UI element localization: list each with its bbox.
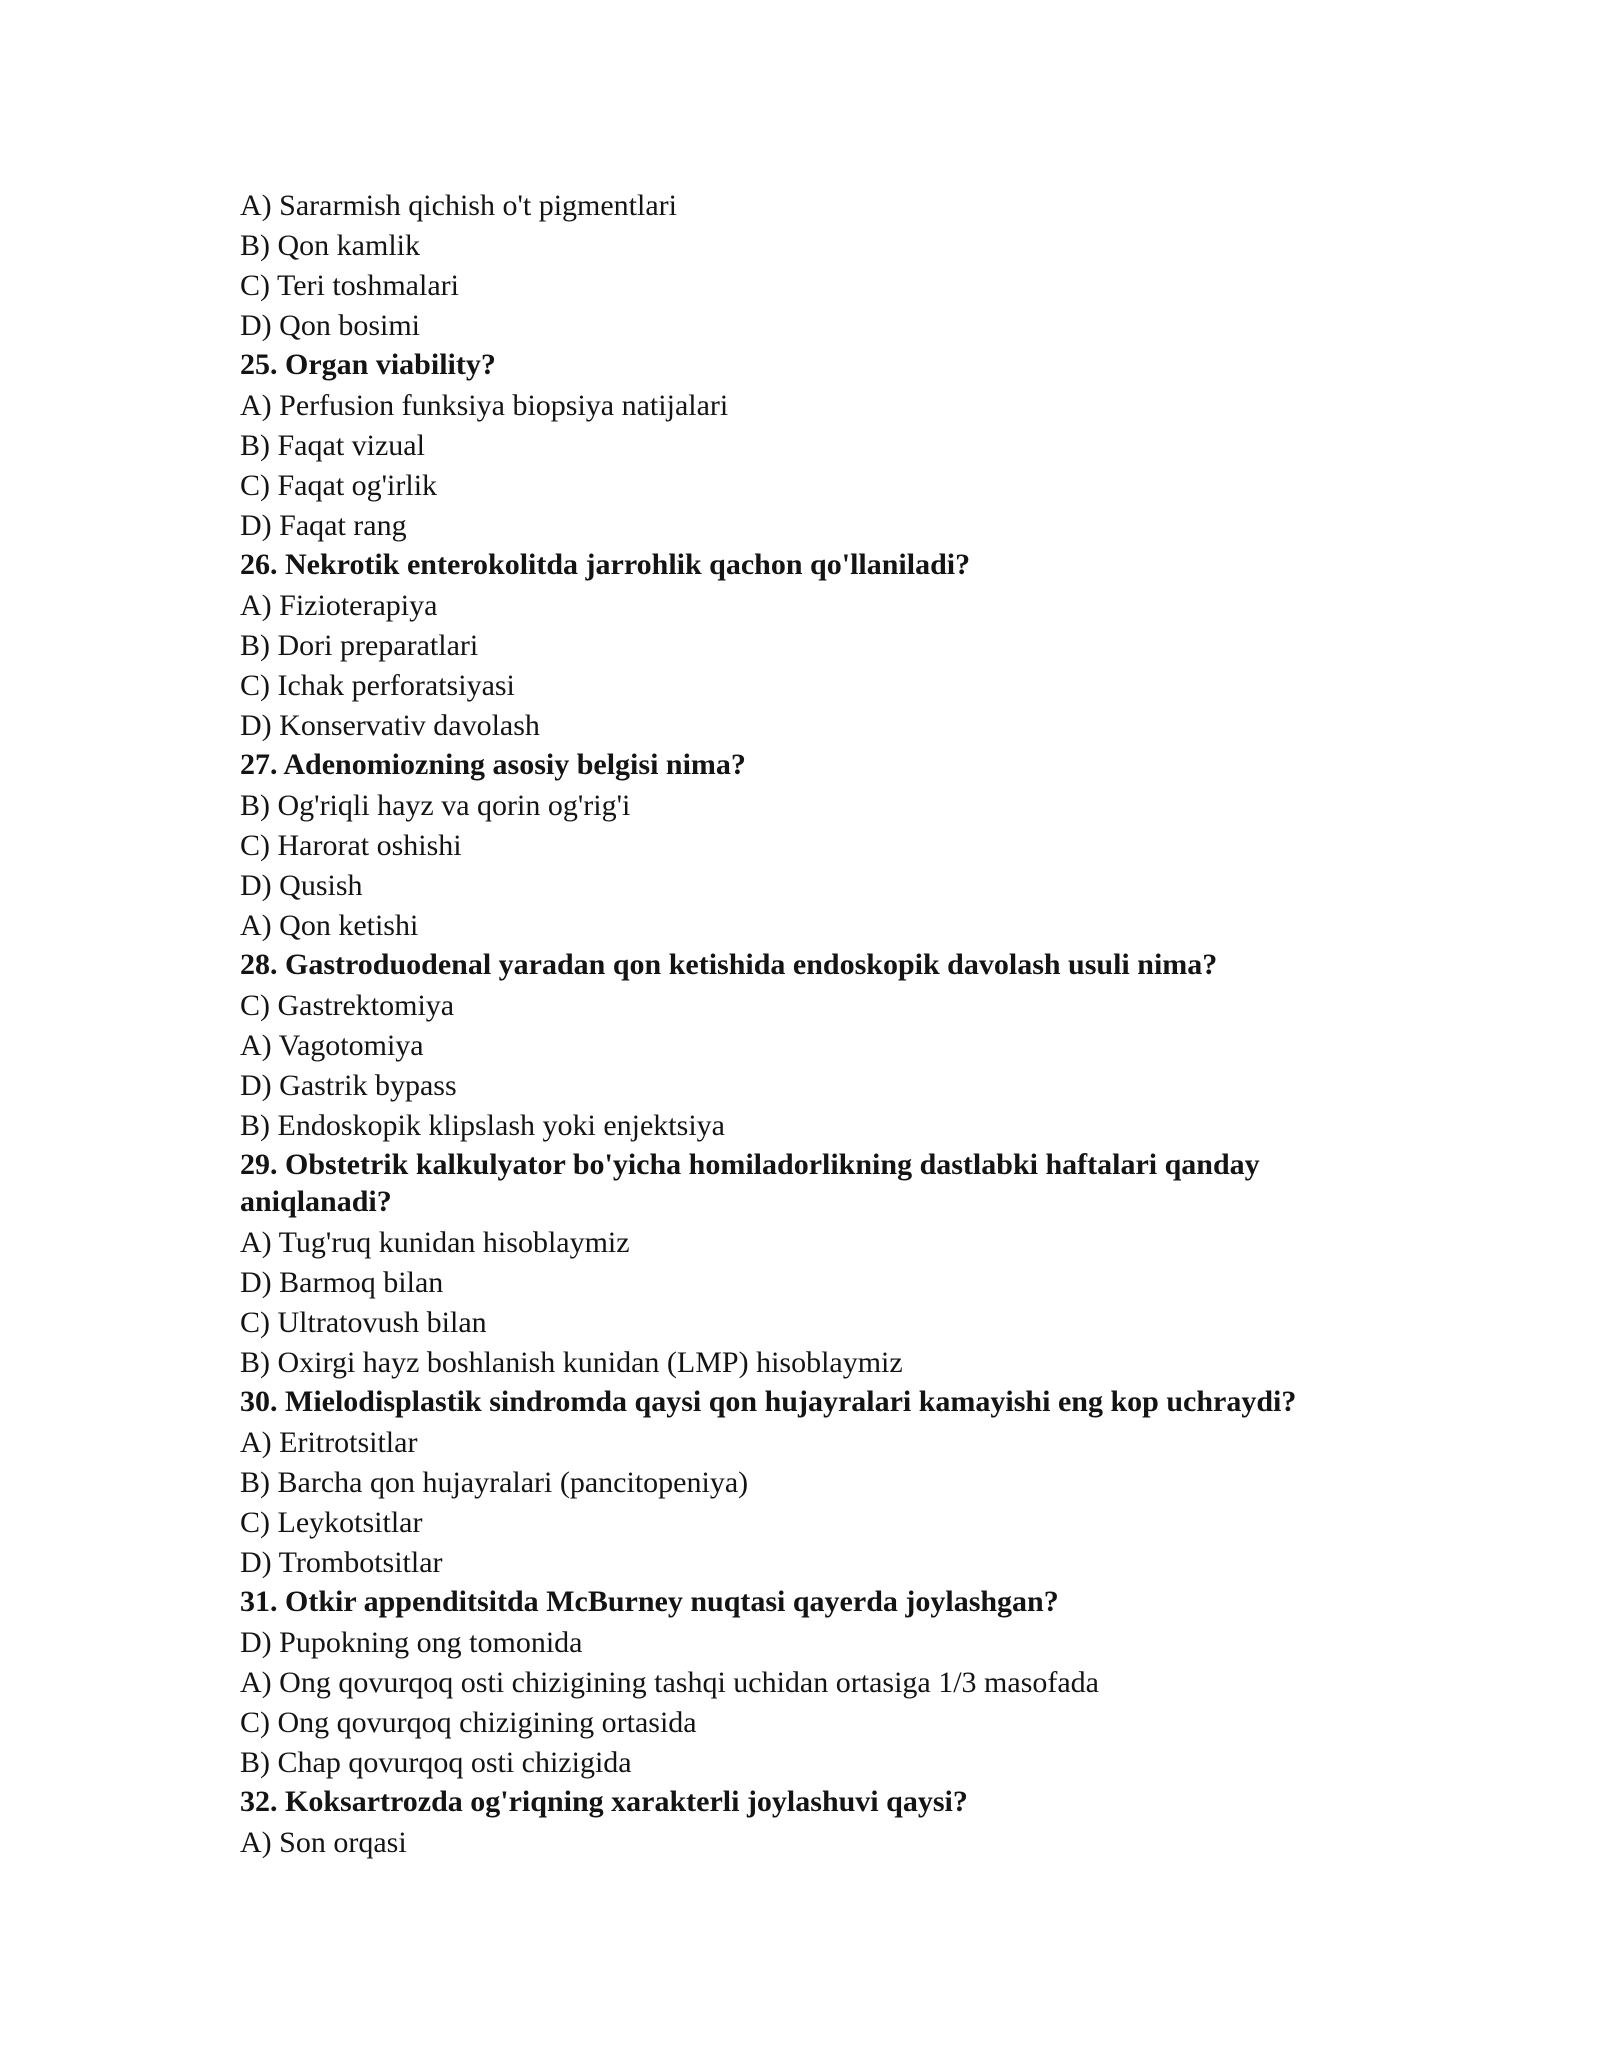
question-text: 31. Otkir appenditsitda McBurney nuqtasi qayerda joylashgan? [240, 1585, 1059, 1618]
answer-option: D) Pupokning ong tomonida [240, 1626, 583, 1659]
answer-option: B) Og'riqli hayz va qorin og'rig'i [240, 789, 631, 822]
answer-option: B) Barcha qon hujayralari (pancitopeniya) [240, 1466, 749, 1499]
answer-option: C) Teri toshmalari [240, 269, 459, 302]
question-text: 32. Koksartrozda og'riqning xarakterli joylashuvi qaysi? [240, 1785, 968, 1818]
answer-option: A) Fizioterapiya [240, 589, 438, 622]
answer-option: B) Dori preparatlari [240, 629, 479, 662]
answer-option: C) Ong qovurqoq chizigining ortasida [240, 1706, 697, 1739]
answer-option: C) Gastrektomiya [240, 989, 455, 1022]
answer-option: B) Chap qovurqoq osti chizigida [240, 1746, 632, 1779]
answer-option: A) Eritrotsitlar [240, 1426, 418, 1459]
question-text: 28. Gastroduodenal yaradan qon ketishida endoskopik davolash usuli nima? [240, 948, 1218, 981]
answer-option: A) Ong qovurqoq osti chizigining tashqi uchidan ortasiga 1/3 masofada [240, 1666, 1099, 1699]
answer-option: D) Trombotsitlar [240, 1546, 443, 1579]
answer-option: A) Tug'ruq kunidan hisoblaymiz [240, 1226, 630, 1259]
question-text: 30. Mielodisplastik sindromda qaysi qon hujayralari kamayishi eng kop uchraydi? [240, 1385, 1297, 1418]
answer-option: B) Faqat vizual [240, 429, 425, 462]
question-text: 26. Nekrotik enterokolitda jarrohlik qachon qo'llaniladi? [240, 548, 971, 581]
question-text: 27. Adenomiozning asosiy belgisi nima? [240, 748, 746, 781]
answer-option: A) Sararmish qichish o't pigmentlari [240, 189, 677, 222]
answer-option: A) Son orqasi [240, 1826, 407, 1859]
answer-option: A) Qon ketishi [240, 909, 419, 942]
answer-option: D) Konservativ davolash [240, 709, 540, 742]
answer-option: C) Ultratovush bilan [240, 1306, 487, 1339]
answer-option: B) Qon kamlik [240, 229, 420, 262]
answer-option: A) Vagotomiya [240, 1029, 424, 1062]
answer-option: C) Ichak perforatsiyasi [240, 669, 515, 702]
answer-option: A) Perfusion funksiya biopsiya natijalari [240, 389, 729, 422]
question-text: 29. Obstetrik kalkulyator bo'yicha homiladorlikning dastlabki haftalari qanday aniqlanadi? [240, 1148, 1260, 1218]
answer-option: B) Oxirgi hayz boshlanish kunidan (LMP) hisoblaymiz [240, 1346, 903, 1379]
answer-option: D) Qon bosimi [240, 309, 420, 342]
answer-option: D) Qusish [240, 869, 363, 902]
answer-option: C) Leykotsitlar [240, 1506, 423, 1539]
answer-option: C) Faqat og'irlik [240, 469, 438, 502]
answer-option: D) Barmoq bilan [240, 1266, 444, 1299]
question-text: 25. Organ viability? [240, 348, 496, 381]
answer-option: B) Endoskopik klipslash yoki enjektsiya [240, 1109, 725, 1142]
document-page [240, 186, 1380, 1863]
answer-option: D) Gastrik bypass [240, 1069, 457, 1102]
answer-option: D) Faqat rang [240, 509, 407, 542]
answer-option: C) Harorat oshishi [240, 829, 462, 862]
